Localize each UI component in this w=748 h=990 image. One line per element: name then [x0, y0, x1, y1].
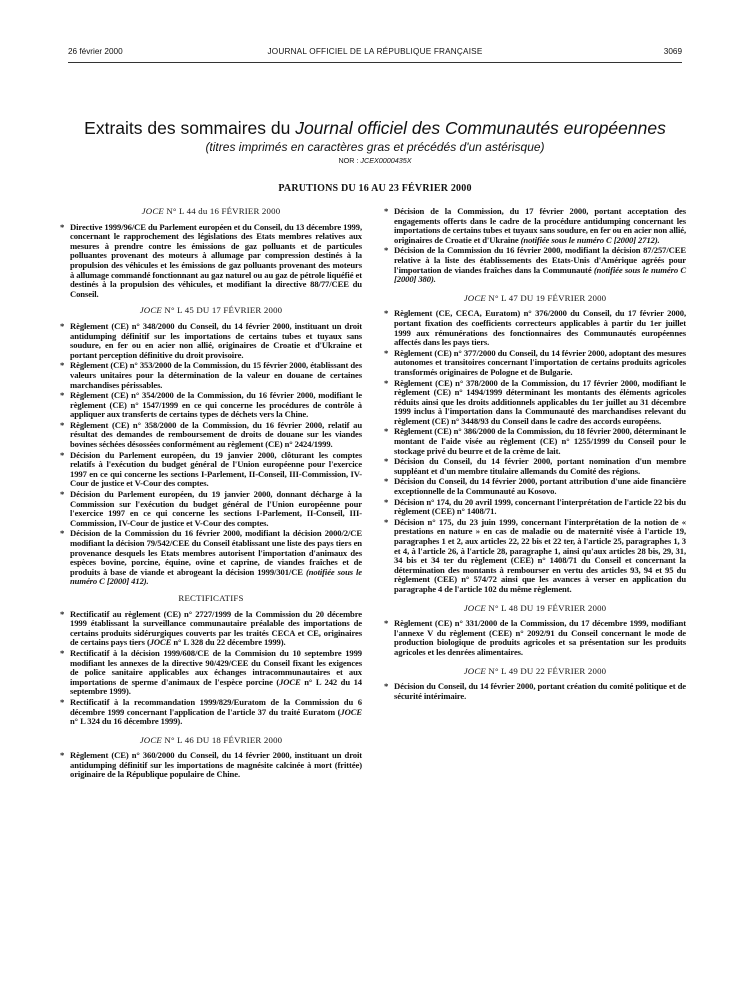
title-block: [68, 118, 682, 167]
nor-value: JCEX0000435X: [360, 156, 412, 165]
list-item: [384, 379, 686, 427]
asterisk-icon: *: [60, 449, 65, 460]
asterisk-icon: *: [60, 221, 65, 232]
section-heading: [384, 667, 686, 677]
item-text: Décision n° 175, du 23 juin 1999, concernant l'interprétation de la notion de « prestations en nature » en cas de maladie ou de maternité visée à l'article 19, paragraphes 1 et 2, aux articles 22, 22 bis et 22 ter, à l'article 25, paragraphes 1, 3 et 4, à l'article 26, à l'article 28, paragraphe 1, ainsi qu'aux articles 28 bis, 29, 31, 34 bis et 34 ter du règlement (CEE) n° 1408/71 du Conseil et concernant la détermination des montants à rembourser en vertu des articles 93, 94 et 95 du règlement (CEE) n° 574/72 ainsi que les avances à verser en application du paragraphe 4 de l'article 102 du même règlement.: [394, 516, 686, 594]
item-text: Décision de la Commission, du 17 février 2000, portant acceptation des engagements offerts dans le cadre de la procédure antidumping concernant les importations de certains tubes et tuyaux sans soudure, en fer ou en acier non allié, originaires de Croatie et d'Ukraine: [394, 206, 686, 245]
list-item: [384, 246, 686, 284]
item-text: Décision du Conseil, du 14 février 2000, portant création du comité politique et de sécurité intérimaire.: [394, 681, 686, 701]
asterisk-icon: *: [384, 308, 389, 319]
asterisk-icon: *: [384, 426, 389, 437]
list-item: [384, 498, 686, 517]
asterisk-icon: *: [60, 419, 65, 430]
header-date: 26 février 2000: [68, 47, 123, 56]
nor-reference: [68, 155, 682, 167]
heading-issue: N° L 48 DU 19 FÉVRIER 2000: [486, 602, 607, 613]
item-text: Décision n° 174, du 20 avril 1999, concernant l'interprétation de l'article 22 bis du règlement (CEE) n° 1408/71.: [394, 496, 686, 517]
item-notification-note: (notifiée sous le numéro C [2000] 380).: [394, 264, 687, 285]
list-item: [60, 610, 362, 648]
list-item: [60, 490, 362, 528]
list-item: [60, 649, 362, 697]
section-heading-rectificatifs: [60, 594, 362, 604]
heading-journal-abbrev: JOCE: [139, 305, 163, 316]
list-item: [60, 451, 362, 489]
title-part-1: Extraits des sommaires du: [84, 118, 296, 138]
asterisk-icon: *: [384, 245, 389, 256]
list-item: [384, 518, 686, 595]
period-heading: PARUTIONS DU 16 AU 23 FÉVRIER 2000: [278, 183, 472, 194]
item-notification-note: (notifiée sous le numéro C [2000] 412).: [70, 566, 363, 587]
section-heading: [384, 604, 686, 614]
heading-journal-abbrev: JOCE: [139, 734, 163, 745]
item-text: Rectificatif à la décision 1999/608/CE de la Commision du 10 septembre 1999 modifiant les annexes de la directive 90/429/CEE du Conseil fixant les exigences de police sanitaire applicables aux échanges intracommunautaires et aux importations de sperme d'animaux de l'espèce porcine (: [70, 647, 362, 687]
asterisk-icon: *: [384, 496, 389, 507]
heading-issue: N° L 44 du 16 FÉVRIER 2000: [163, 206, 281, 216]
item-text: Décision du Conseil, du 14 février 2000, portant attribution d'une aide financière exceptionnelle de la Communauté au Kosovo.: [394, 476, 686, 497]
item-text-end: n° L 324 du 16 décembre 1999).: [70, 716, 183, 727]
item-text: Décision du Parlement européen, du 19 janvier 2000, clôturant les comptes relatifs à l'exécution du budget général de l'Union européenne pour l'exercice 1997 en ce qui concerne les sections I-Parlement, II-Conseil, III-Commission, IV-Cour de justice et V-Cour des comptes.: [70, 449, 362, 489]
item-text: Règlement (CE) n° 360/2000 du Conseil, du 14 février 2000, instituant un droit antidumping définitif sur les importations de magnésite calcinée à mort (frittée) originaire de la République populaire de Chine.: [70, 750, 362, 780]
section-heading: [60, 306, 362, 316]
heading-rectificatifs: RECTIFICATIFS: [178, 592, 244, 603]
item-text: Décision de la Commission du 16 février 2000, modifiant la décision 2000/2/CE modifiant la décision 79/542/CEE du Conseil établissant une liste des pays tiers en provenance desquels les Etats membres autorisent l'importation d'animaux des espèces bovine, porcine, équine, ovine et caprine, de viandes fraîches et de produits à base de viande et abrogeant la décision 1999/301/CE: [70, 528, 362, 577]
asterisk-icon: *: [60, 696, 65, 707]
item-text: Règlement (CE) n° 386/2000 de la Commission, du 18 février 2000, déterminant le montant de l'aide visée au règlement (CE) n° 1255/1999 du Conseil pour le stockage privé du beurre et de la crème de lait.: [394, 426, 686, 456]
list-item: [60, 751, 362, 780]
heading-issue: N° L 47 DU 19 FÉVRIER 2000: [486, 292, 607, 303]
title-part-2: Journal officiel des Communautés européennes: [295, 118, 666, 138]
asterisk-icon: *: [60, 489, 65, 500]
page-subtitle: (titres imprimés en caractères gras et précédés d'un astérisque): [205, 140, 545, 154]
running-header: [68, 47, 682, 59]
item-text: Règlement (CE) n° 378/2000 de la Commission, du 17 février 2000, modifiant le règlement (CE) n° 1494/1999 déterminant les montants des éléments agricoles réduits ainsi que les droits additionnels applicables du 1er juillet au 31 décembre 1999 inclus à l'importation dans la Communauté des marchandises relevant du règlement (CE) n° 3448/93 du Conseil dans le cadre des accords européens.: [394, 377, 686, 426]
section-heading: [60, 207, 362, 217]
item-text: Règlement (CE) n° 331/2000 de la Commission, du 17 décembre 1999, modifiant l'annexe V du règlement (CEE) n° 2092/91 du Conseil concernant le mode de production biologique de produits agricoles et sa présentation sur les produits agricoles et les denrées alimentaires.: [394, 618, 686, 657]
item-text: Règlement (CE) n° 358/2000 de la Commission, du 16 février 2000, relatif au résultat des demandes de remboursement de droits de douane sur les viandes bovines séchées désossées conformément au règlement (CE) n° 2424/1999.: [70, 419, 362, 450]
item-text: Décision du Conseil, du 14 février 2000, portant nomination d'un membre suppléant et d'un membre titulaire allemands du Comité des régions.: [394, 456, 686, 476]
heading-journal-abbrev: JOCE: [463, 602, 487, 613]
asterisk-icon: *: [60, 750, 65, 761]
heading-journal-abbrev: JOCE: [463, 292, 487, 303]
item-journal-ref: JOCE: [279, 676, 301, 687]
list-item: [384, 477, 686, 496]
item-text-end: n° L 328 du 22 décembre 1999).: [171, 637, 286, 648]
list-item: [60, 698, 362, 727]
item-text: Règlement (CE) n° 353/2000 de la Commission, du 15 février 2000, établissant des valeurs unitaires pour la détermination de la valeur en douane de certaines marchandises périssables.: [70, 360, 362, 390]
list-item: [60, 391, 362, 420]
asterisk-icon: *: [60, 647, 65, 658]
list-item: [60, 223, 362, 300]
list-item: [384, 457, 686, 476]
asterisk-icon: *: [60, 360, 65, 371]
item-text: Règlement (CE) n° 377/2000 du Conseil, du 14 février 2000, adoptant des mesures autonomes et transitoires concernant l'importation de certains produits agricoles transformés originaires de Pologne et de Bulgarie.: [394, 347, 686, 377]
item-text: Rectificatif à la recommandation 1999/829/Euratom de la Commission du 6 décembre 1999 concernant l'application de l'article 37 du traité Euratom (: [70, 696, 362, 717]
left-column: [60, 207, 362, 781]
asterisk-icon: *: [60, 608, 65, 619]
asterisk-icon: *: [384, 618, 389, 629]
list-item: [384, 349, 686, 378]
item-text: Règlement (CE) n° 354/2000 de la Commission, du 16 février 2000, modifiant le règlement (CE) n° 1547/1999 en ce qui concerne les procédures de contrôle à appliquer aux transferts de certains types de déchets vers la Chine.: [70, 390, 362, 420]
heading-journal-abbrev: JOCE: [141, 206, 164, 216]
list-item: [384, 682, 686, 701]
asterisk-icon: *: [384, 476, 389, 487]
heading-issue: N° L 49 DU 22 FÉVRIER 2000: [486, 665, 607, 676]
asterisk-icon: *: [384, 377, 389, 388]
item-text: Décision du Parlement européen, du 19 janvier 2000, donnant décharge à la Commission sur l'exécution du budget général de l'Union européenne pour l'exercice 1997 en ce qui concerne les sections I-Parlement, II-Conseil, III-Commission, IV-Cour de justice et V-Cour des comptes.: [70, 489, 362, 528]
header-journal-name: JOURNAL OFFICIEL DE LA RÉPUBLIQUE FRANÇAISE: [267, 47, 483, 56]
item-text: Décision de la Commission du 16 février 2000, modifiant la décision 87/257/CEE relative à la liste des établissements des Etats-Unis d'Amérique agréés pour l'importation de viandes fraîches dans la Communauté: [394, 245, 686, 275]
heading-journal-abbrev: JOCE: [463, 665, 487, 676]
section-heading: [384, 294, 686, 304]
heading-issue: N° L 46 DU 18 FÉVRIER 2000: [162, 734, 283, 745]
item-text: Directive 1999/96/CE du Parlement européen et du Conseil, du 13 décembre 1999, concernant le rapprochement des législations des Etats membres relatives aux mesures à prendre contre les émissions de gaz polluants et de particules polluantes provenant des moteurs à allumage par compression destinés à la propulsion des véhicules et les émissions de gaz polluants provenant des moteurs à allumage commandé fonctionnant au gaz naturel ou au gaz de pétrole liquéfié et destinés à la propulsion des véhicules, et modifiant la directive 88/77/CEE du Conseil.: [70, 221, 362, 299]
right-column: [384, 207, 686, 702]
item-text: Règlement (CE, CECA, Euratom) n° 376/2000 du Conseil, du 17 février 2000, portant fixation des coefficients correcteurs applicables à partir du 1er juillet 1999 aux rémunérations des fonctionnaires des Communautés européennes affectés dans les pays tiers.: [394, 308, 686, 348]
list-item: [384, 427, 686, 456]
heading-issue: N° L 45 DU 17 FÉVRIER 2000: [162, 305, 283, 316]
item-notification-note: (notifiée sous le numéro C [2000] 2712).: [520, 234, 660, 245]
asterisk-icon: *: [384, 681, 389, 692]
asterisk-icon: *: [384, 206, 389, 216]
item-journal-ref: JOCE: [340, 706, 362, 717]
list-item: [384, 207, 686, 245]
asterisk-icon: *: [384, 347, 389, 358]
item-text: Rectificatif au règlement (CE) n° 2727/1999 de la Commission du 20 décembre 1999 établissant la surveillance communautaire préalable des importations de certains produits sidérurgiques couverts par les traités CECA et CE, originaires de certains pays tiers (: [70, 608, 362, 648]
list-item: [60, 529, 362, 587]
asterisk-icon: *: [60, 390, 65, 401]
asterisk-icon: *: [60, 528, 65, 539]
list-item: [60, 361, 362, 390]
item-journal-ref: JOCE: [149, 637, 172, 648]
page-title: [68, 118, 682, 139]
list-item: [384, 619, 686, 657]
asterisk-icon: *: [384, 516, 389, 527]
header-rule: [68, 62, 682, 63]
item-text: Règlement (CE) n° 348/2000 du Conseil, du 14 février 2000, instituant un droit antidumping définitif sur les importations de certains tubes et tuyaux sans soudure, en fer ou en acier non allié, originaires de Croatie et d'Ukraine et portant perception définitive du droit provisoire.: [70, 320, 362, 360]
nor-label: NOR :: [338, 156, 361, 165]
list-item: [60, 421, 362, 450]
list-item: [384, 309, 686, 347]
asterisk-icon: *: [384, 456, 389, 467]
list-item: [60, 322, 362, 360]
section-heading: [60, 736, 362, 746]
item-text-end: n° L 242 du 14 septembre 1999).: [70, 676, 362, 697]
asterisk-icon: *: [60, 320, 65, 331]
header-page-number: 3069: [663, 47, 682, 56]
